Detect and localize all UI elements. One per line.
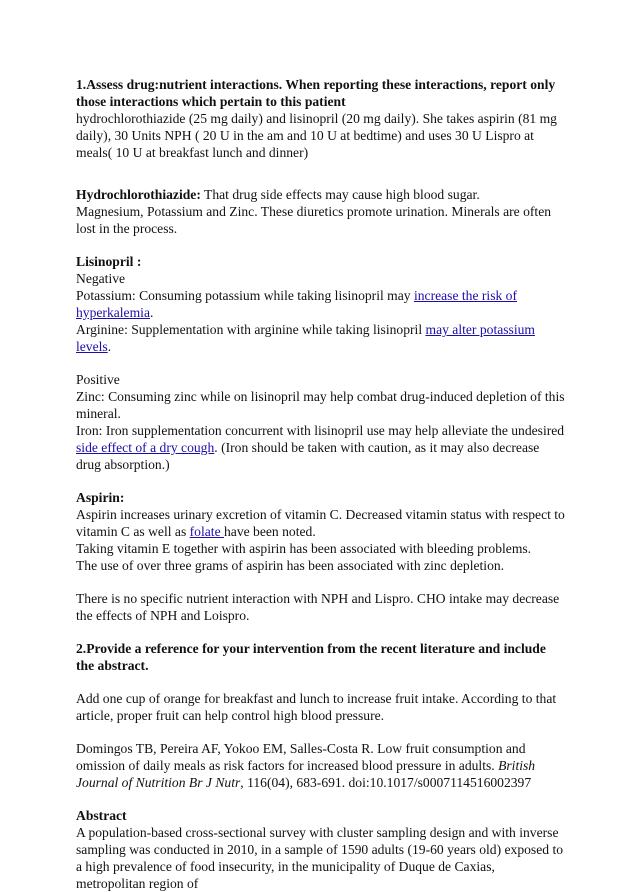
- reference-citation: [76, 740, 566, 791]
- lisinopril-heading: Lisinopril :: [76, 254, 142, 269]
- iron-caution: . (Iron should be taken with caution, as it may also decrease drug absorption.): [76, 440, 540, 472]
- abstract-text: A population-based cross-sectional survey with cluster sampling design and with inverse sampling was conducted in 2010, in a sample of 1590 adults (19-60 years old) exposed to a high prevalence of food insecurity, in the municipality of Duque de Caxias, metropolitan region of: [76, 825, 564, 891]
- lisinopril-positive-label: Positive: [76, 372, 120, 387]
- lisinopril-iron: [76, 422, 566, 473]
- aspirin-vitamin-c: [76, 506, 566, 540]
- aspirin-zinc: The use of over three grams of aspirin has been associated with zinc depletion.: [76, 558, 505, 573]
- q1-heading: 1.Assess drug:nutrient interactions. When reporting these interactions, report only those interactions which pertain to this patient: [76, 77, 556, 109]
- lisinopril-arginine: [76, 321, 566, 355]
- dry-cough-link[interactable]: side effect of a dry cough: [76, 440, 215, 455]
- vitamin-c-tail: have been noted.: [224, 524, 316, 539]
- hctz-text: That drug side effects may cause high blood sugar.: [200, 187, 480, 202]
- vitamin-c-text: Aspirin increases urinary excretion of vitamin C. Decreased vitamin status with respect to vitamin C as well as: [76, 507, 565, 539]
- aspirin-heading: Aspirin:: [76, 490, 125, 505]
- reference-journal: British Journal of Nutrition Br J Nutr: [76, 758, 536, 790]
- nph-note: There is no specific nutrient interaction with NPH and Lispro. CHO intake may decrease the effects of NPH and Loispro.: [76, 591, 560, 623]
- potassium-period: .: [149, 305, 154, 320]
- hctz-line: [76, 186, 566, 203]
- lisinopril-negative-label: Negative: [76, 271, 126, 286]
- folate-link[interactable]: folate: [189, 524, 224, 539]
- abstract-heading: Abstract: [76, 808, 127, 823]
- aspirin-vitamin-e: Taking vitamin E together with aspirin has been associated with bleeding problems.: [76, 541, 532, 556]
- reference-authors-title: Domingos TB, Pereira AF, Yokoo EM, Salles-Costa R. Low fruit consumption and omission of daily meals as risk factors for increased blood pressure in adults.: [76, 741, 526, 773]
- lisinopril-potassium: [76, 287, 566, 321]
- arginine-period: .: [107, 339, 112, 354]
- arginine-text: Arginine: Supplementation with arginine while taking lisinopril: [76, 322, 426, 337]
- iron-text: Iron: Iron supplementation concurrent with lisinopril use may help alleviate the undesired: [76, 423, 565, 438]
- q2-intervention: Add one cup of orange for breakfast and lunch to increase fruit intake. According to that article, proper fruit can help control high blood pressure.: [76, 691, 557, 723]
- q1-body: hydrochlorothiazide (25 mg daily) and lisinopril (20 mg daily). She takes aspirin (81 mg daily), 30 Units NPH ( 20 U in the am and 10 U at bedtime) and uses 30 U Lispro at meals( 10 U at breakfast lunch and dinner): [76, 111, 557, 160]
- hctz-minerals: Magnesium, Potassium and Zinc. These diuretics promote urination. Minerals are often lost in the process.: [76, 204, 552, 236]
- hyperkalemia-link[interactable]: increase the risk of hyperkalemia: [76, 288, 518, 320]
- hctz-label: Hydrochlorothiazide:: [76, 187, 201, 202]
- document-page: [76, 76, 566, 892]
- lisinopril-zinc: Zinc: Consuming zinc while on lisinopril may help combat drug-induced depletion of this mineral.: [76, 389, 565, 421]
- reference-doi: , 116(04), 683-691. doi:10.1017/s0007114516002397: [240, 775, 532, 790]
- potassium-text: Potassium: Consuming potassium while taking lisinopril may: [76, 288, 414, 303]
- q2-heading: 2.Provide a reference for your intervention from the recent literature and include the abstract.: [76, 641, 546, 673]
- potassium-levels-link[interactable]: may alter potassium levels: [76, 322, 535, 354]
